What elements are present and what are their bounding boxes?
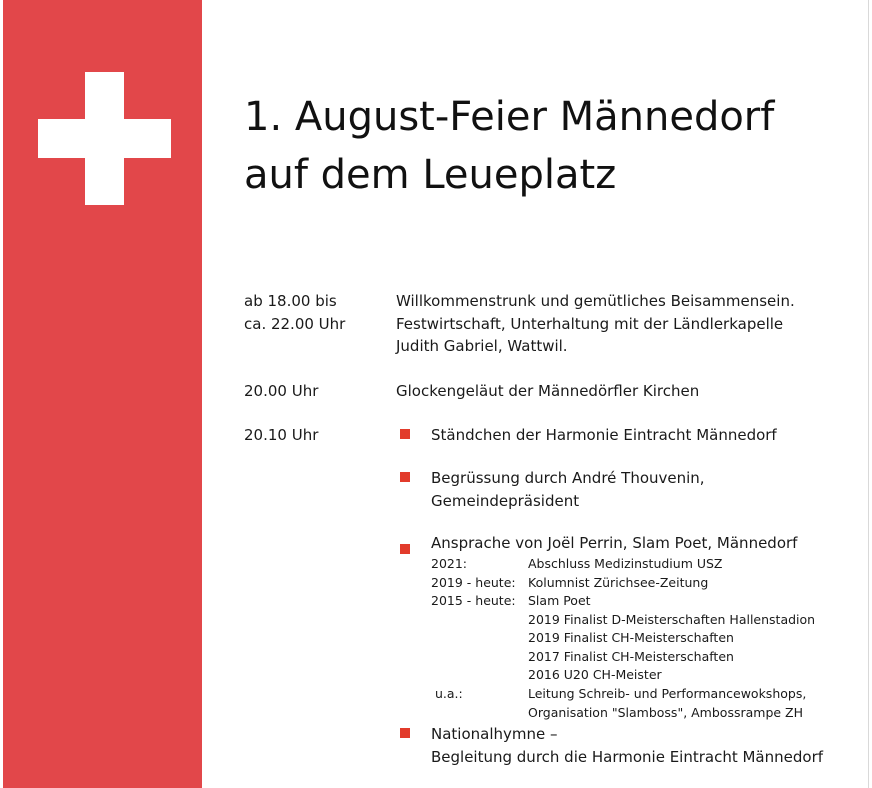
cv-values bbox=[528, 685, 858, 722]
schedule-desc-2 bbox=[396, 380, 856, 403]
cv-value: Organisation "Slamboss", Ambossrampe ZH bbox=[528, 704, 804, 720]
swiss-cross-icon bbox=[38, 72, 171, 205]
program-line: Ständchen der Harmonie Eintracht Männedorf bbox=[431, 426, 777, 444]
cv-value: 2019 Finalist CH-Meisterschaften bbox=[528, 630, 734, 646]
program-line: Ansprache von Joël Perrin, Slam Poet, Männedorf bbox=[431, 534, 798, 552]
cv-value: 2016 U20 CH-Meister bbox=[528, 667, 662, 683]
cv-value: Abschluss Medizinstudium USZ bbox=[528, 556, 723, 571]
program-item-3 bbox=[431, 532, 861, 555]
schedule-time-3 bbox=[244, 424, 389, 447]
cv-label: 2015 - heute: bbox=[431, 593, 516, 608]
cv-value: 2019 Finalist D-Meisterschaften Hallenstadion bbox=[528, 611, 816, 627]
schedule-time-2 bbox=[244, 380, 389, 403]
cv-values bbox=[528, 574, 858, 593]
page-title bbox=[244, 88, 844, 204]
cv-value: Kolumnist Zürichsee-Zeitung bbox=[528, 575, 709, 590]
desc-line: Willkommenstrunk und gemütliches Beisammensein. bbox=[396, 292, 795, 310]
desc-line: Judith Gabriel, Wattwil. bbox=[396, 337, 568, 355]
desc-line: Festwirtschaft, Unterhaltung mit der Ländlerkapelle bbox=[396, 314, 784, 333]
square-bullet-icon bbox=[400, 429, 410, 439]
cv-values bbox=[528, 592, 858, 685]
cv-label: 2021: bbox=[431, 556, 468, 571]
square-bullet-icon bbox=[400, 728, 410, 738]
time-line: 20.10 Uhr bbox=[244, 426, 319, 444]
desc-line: Glockengeläut der Männedörfler Kirchen bbox=[396, 382, 700, 400]
time-line: 20.00 Uhr bbox=[244, 382, 319, 400]
title-line-2: auf dem Leueplatz bbox=[244, 152, 617, 198]
cv-values bbox=[528, 555, 858, 574]
swiss-flag-sidebar bbox=[3, 0, 202, 788]
program-line: Begrüssung durch André Thouvenin, bbox=[431, 469, 705, 487]
square-bullet-icon bbox=[400, 544, 410, 554]
program-line: Nationalhymne – bbox=[431, 725, 558, 743]
program-item-2 bbox=[431, 467, 861, 512]
program-item-4 bbox=[431, 723, 861, 768]
title-line-1: 1. August-Feier Männedorf bbox=[244, 94, 775, 140]
cross-horizontal-bar bbox=[38, 119, 171, 158]
cv-value: Leitung Schreib- und Performancewokshops, bbox=[528, 686, 807, 701]
cv-value: 2017 Finalist CH-Meisterschaften bbox=[528, 648, 734, 664]
schedule-time-1 bbox=[244, 290, 389, 335]
cv-value: Slam Poet bbox=[528, 593, 591, 608]
square-bullet-icon bbox=[400, 472, 410, 482]
schedule-desc-1 bbox=[396, 290, 856, 358]
time-line: ca. 22.00 Uhr bbox=[244, 314, 346, 333]
time-line: ab 18.00 bis bbox=[244, 292, 337, 310]
program-line: Begleitung durch die Harmonie Eintracht Männedorf bbox=[431, 747, 824, 766]
program-item-1 bbox=[431, 424, 861, 447]
cv-label: u.a.: bbox=[431, 686, 463, 701]
program-line: Gemeindepräsident bbox=[431, 491, 580, 510]
page-edge-divider bbox=[868, 0, 869, 788]
cv-label: 2019 - heute: bbox=[431, 575, 516, 590]
